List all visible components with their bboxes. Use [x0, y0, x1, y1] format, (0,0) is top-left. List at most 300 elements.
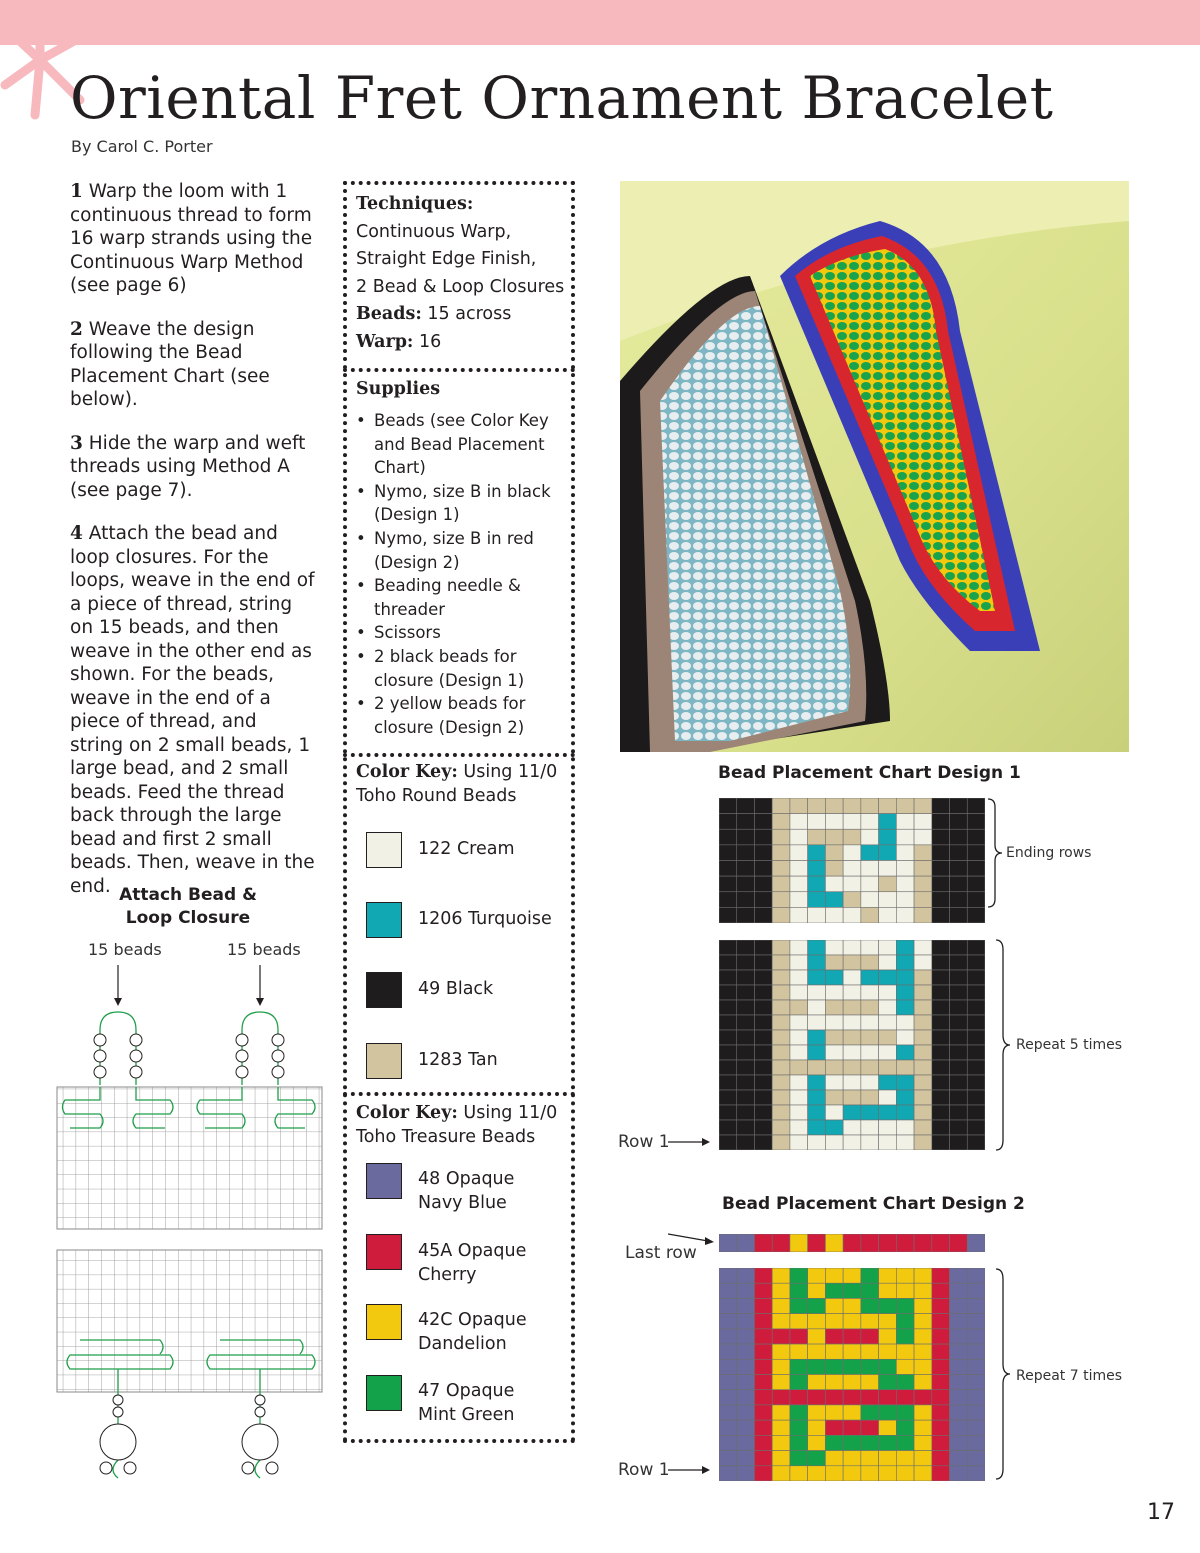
bead-cell: [950, 1000, 968, 1015]
bead-cell: [914, 845, 932, 861]
bead-cell: [737, 1234, 755, 1252]
bead-cell: [950, 1090, 968, 1105]
bead-cell: [825, 892, 843, 908]
bead-cell: [790, 1135, 808, 1150]
bead-cell: [932, 1015, 950, 1030]
bead-cell: [754, 1420, 772, 1435]
header-band: [0, 0, 1200, 45]
bead-cell: [790, 1268, 808, 1283]
bead-cell: [861, 955, 879, 970]
bead-cell: [967, 1359, 985, 1374]
bead-cell: [950, 970, 968, 985]
bead-cell: [772, 1030, 790, 1045]
bead-cell: [914, 1451, 932, 1466]
bead-cell: [896, 1466, 914, 1481]
bead-cell: [737, 1466, 755, 1481]
bead-cell: [861, 1344, 879, 1359]
list-item: • 2 black beads for closure (Design 1): [356, 645, 570, 692]
bead-cell: [967, 829, 985, 845]
bead-cell: [719, 970, 737, 985]
bead-cell: [825, 1045, 843, 1060]
bead-cell: [737, 1359, 755, 1374]
bead-cell: [737, 1390, 755, 1405]
bead-cell: [825, 1405, 843, 1420]
bead-cell: [879, 814, 897, 830]
chart2-repeat-grid: [719, 1268, 985, 1481]
bead-cell: [790, 1000, 808, 1015]
bead-cell: [879, 1030, 897, 1045]
bead-cell: [861, 892, 879, 908]
bead-cell: [772, 1060, 790, 1075]
bead-cell: [808, 892, 826, 908]
bead-cell: [861, 1234, 879, 1252]
bead-cell: [790, 970, 808, 985]
bead-cell: [825, 814, 843, 830]
bead-cell: [967, 940, 985, 955]
bead-cell: [825, 1466, 843, 1481]
bead-cell: [914, 798, 932, 814]
bead-cell: [719, 1045, 737, 1060]
swatch-cherry: [366, 1234, 402, 1270]
bead-cell: [879, 829, 897, 845]
bead-cell: [790, 985, 808, 1000]
bead-cell: [861, 1045, 879, 1060]
bead-cell: [754, 798, 772, 814]
bead-cell: [896, 1314, 914, 1329]
bead-cell: [843, 1329, 861, 1344]
bead-cell: [754, 1435, 772, 1450]
bead-cell: [719, 1268, 737, 1283]
bead-cell: [967, 1075, 985, 1090]
bead-cell: [932, 1298, 950, 1313]
bead-cell: [932, 955, 950, 970]
bead-cell: [772, 829, 790, 845]
bead-cell: [861, 1090, 879, 1105]
bead-cell: [950, 892, 968, 908]
bead-cell: [808, 829, 826, 845]
bead-cell: [790, 1090, 808, 1105]
bead-cell: [914, 1268, 932, 1283]
last-row-label: Last row: [625, 1243, 697, 1263]
bead-cell: [861, 1359, 879, 1374]
bead-cell: [914, 1000, 932, 1015]
bead-cell: [914, 1075, 932, 1090]
bead-cell: [737, 876, 755, 892]
bead-cell: [772, 1435, 790, 1450]
bead-cell: [719, 1329, 737, 1344]
bead-cell: [967, 798, 985, 814]
bead-cell: [896, 1060, 914, 1075]
section-divider: [343, 753, 575, 757]
bead-cell: [754, 1135, 772, 1150]
bead-cell: [754, 1329, 772, 1344]
bead-cell: [896, 1015, 914, 1030]
bead-cell: [737, 970, 755, 985]
bead-cell: [843, 1298, 861, 1313]
bead-cell: [825, 1090, 843, 1105]
bead-cell: [754, 1283, 772, 1298]
bead-cell: [932, 1451, 950, 1466]
bead-cell: [896, 1390, 914, 1405]
bead-cell: [967, 1420, 985, 1435]
bead-cell: [808, 1015, 826, 1030]
bead-cell: [772, 814, 790, 830]
bead-cell: [772, 1298, 790, 1313]
bead-cell: [754, 1314, 772, 1329]
bead-cell: [754, 814, 772, 830]
bead-cell: [737, 1135, 755, 1150]
bead-cell: [879, 1105, 897, 1120]
bead-cell: [879, 1420, 897, 1435]
bead-cell: [967, 955, 985, 970]
bead-cell: [790, 1451, 808, 1466]
bead-cell: [967, 1466, 985, 1481]
list-item: • Nymo, size B in black (Design 1): [356, 480, 570, 527]
bead-cell: [719, 1234, 737, 1252]
bead-cell: [754, 829, 772, 845]
bead-cell: [932, 1105, 950, 1120]
bead-cell: [861, 1451, 879, 1466]
bead-cell: [879, 1000, 897, 1015]
bead-cell: [967, 1120, 985, 1135]
bead-cell: [861, 907, 879, 923]
bead-cell: [950, 1451, 968, 1466]
bead-cell: [790, 1329, 808, 1344]
bead-cell: [861, 1030, 879, 1045]
bead-cell: [754, 1075, 772, 1090]
bead-cell: [932, 1466, 950, 1481]
bead-cell: [843, 1105, 861, 1120]
swatch-black: [366, 972, 402, 1008]
bead-cell: [861, 1375, 879, 1390]
bead-cell: [754, 1268, 772, 1283]
instruction-steps: [70, 180, 315, 918]
bead-cell: [772, 1000, 790, 1015]
bead-cell: [790, 940, 808, 955]
bead-cell: [914, 1329, 932, 1344]
bead-cell: [879, 861, 897, 877]
bead-cell: [754, 845, 772, 861]
bead-cell: [932, 1435, 950, 1450]
bead-cell: [896, 1329, 914, 1344]
bead-cell: [825, 1234, 843, 1252]
bead-cell: [843, 1359, 861, 1374]
supplies-list: [356, 409, 570, 739]
bead-cell: [790, 1030, 808, 1045]
bead-cell: [719, 1283, 737, 1298]
bead-cell: [719, 1435, 737, 1450]
chart1-ending-rows-grid: [719, 798, 985, 923]
bead-cell: [719, 861, 737, 877]
bead-cell: [790, 1283, 808, 1298]
swatch-dandelion: [366, 1304, 402, 1340]
bead-cell: [808, 798, 826, 814]
bead-cell: [896, 1435, 914, 1450]
bead-cell: [808, 861, 826, 877]
bracelet-photo: [620, 181, 1129, 752]
bead-cell: [861, 970, 879, 985]
bead-cell: [861, 1314, 879, 1329]
bead-cell: [967, 1375, 985, 1390]
bead-cell: [754, 1045, 772, 1060]
diagram-label-right: 15 beads: [227, 940, 301, 959]
bead-cell: [825, 985, 843, 1000]
bead-cell: [861, 1015, 879, 1030]
bead-cell: [719, 1298, 737, 1313]
bead-cell: [719, 798, 737, 814]
bead-cell: [772, 1390, 790, 1405]
bead-cell: [719, 907, 737, 923]
bead-cell: [914, 1105, 932, 1120]
bead-cell: [967, 814, 985, 830]
bead-cell: [843, 1120, 861, 1135]
bead-cell: [808, 1390, 826, 1405]
bead-cell: [932, 1090, 950, 1105]
bead-cell: [719, 940, 737, 955]
bead-cell: [967, 907, 985, 923]
bead-cell: [932, 1120, 950, 1135]
bead-cell: [879, 1135, 897, 1150]
bead-cell: [843, 1000, 861, 1015]
section-divider: [343, 1092, 575, 1096]
bead-cell: [737, 1329, 755, 1344]
bead-cell: [896, 955, 914, 970]
bead-cell: [914, 1060, 932, 1075]
bead-cell: [825, 1298, 843, 1313]
bead-cell: [772, 1268, 790, 1283]
bead-cell: [967, 970, 985, 985]
step-3: 3 Hide the warp and weft threads using Method A (see page 7).: [70, 432, 306, 501]
bead-cell: [737, 1000, 755, 1015]
bead-cell: [843, 1135, 861, 1150]
bead-cell: [790, 1075, 808, 1090]
bead-cell: [861, 1466, 879, 1481]
bead-cell: [825, 1375, 843, 1390]
bead-cell: [932, 1359, 950, 1374]
bead-cell: [808, 1234, 826, 1252]
bead-cell: [950, 1234, 968, 1252]
bead-cell: [737, 985, 755, 1000]
swatch-label: 1283 Tan: [418, 1050, 498, 1070]
bead-cell: [950, 1359, 968, 1374]
bead-cell: [932, 798, 950, 814]
bead-cell: [950, 1283, 968, 1298]
bead-cell: [914, 814, 932, 830]
bead-cell: [932, 861, 950, 877]
swatch-mint-green: [366, 1375, 402, 1411]
bead-cell: [967, 892, 985, 908]
bead-cell: [879, 1060, 897, 1075]
section-divider: [343, 368, 575, 372]
bead-cell: [790, 1466, 808, 1481]
bead-cell: [896, 1283, 914, 1298]
bead-cell: [790, 1420, 808, 1435]
repeat5-label: Repeat 5 times: [1016, 1037, 1123, 1053]
byline: By Carol C. Porter: [71, 137, 213, 156]
swatch-label: 49 Black: [418, 979, 494, 999]
bead-cell: [914, 940, 932, 955]
bead-cell: [967, 1344, 985, 1359]
bead-cell: [950, 861, 968, 877]
bead-cell: [843, 1390, 861, 1405]
bead-cell: [772, 1015, 790, 1030]
bead-cell: [914, 1030, 932, 1045]
bead-cell: [914, 985, 932, 1000]
bead-cell: [825, 955, 843, 970]
bead-cell: [843, 1435, 861, 1450]
bead-cell: [790, 1045, 808, 1060]
bead-cell: [808, 1030, 826, 1045]
bead-cell: [896, 1120, 914, 1135]
bead-cell: [950, 1075, 968, 1090]
bead-cell: [772, 1135, 790, 1150]
bead-cell: [772, 1314, 790, 1329]
bead-cell: [772, 798, 790, 814]
bead-cell: [825, 1435, 843, 1450]
bead-cell: [861, 876, 879, 892]
bead-cell: [719, 1135, 737, 1150]
bead-cell: [737, 1060, 755, 1075]
bead-cell: [896, 861, 914, 877]
bead-cell: [932, 1344, 950, 1359]
bead-cell: [843, 845, 861, 861]
bead-cell: [808, 1045, 826, 1060]
bead-cell: [719, 845, 737, 861]
row1-label: Row 1: [618, 1132, 670, 1152]
bead-cell: [950, 1105, 968, 1120]
bead-cell: [754, 892, 772, 908]
bead-cell: [808, 1090, 826, 1105]
bead-cell: [950, 1314, 968, 1329]
bead-cell: [914, 876, 932, 892]
bead-cell: [737, 861, 755, 877]
bead-cell: [772, 955, 790, 970]
bead-cell: [737, 1314, 755, 1329]
bead-cell: [754, 1390, 772, 1405]
bead-cell: [896, 1359, 914, 1374]
bead-cell: [879, 1120, 897, 1135]
bead-cell: [967, 1314, 985, 1329]
bead-cell: [914, 1405, 932, 1420]
list-item: • Scissors: [356, 621, 570, 645]
bead-cell: [967, 1060, 985, 1075]
bead-cell: [719, 829, 737, 845]
bead-cell: [772, 876, 790, 892]
bead-cell: [932, 845, 950, 861]
bead-cell: [879, 798, 897, 814]
bead-cell: [754, 1298, 772, 1313]
bead-cell: [896, 1234, 914, 1252]
bead-cell: [825, 1120, 843, 1135]
bead-cell: [932, 1405, 950, 1420]
bead-cell: [967, 1268, 985, 1283]
bead-cell: [932, 1268, 950, 1283]
brace-icon: [994, 938, 1014, 1152]
bead-cell: [950, 940, 968, 955]
bead-cell: [790, 1314, 808, 1329]
bead-cell: [808, 1405, 826, 1420]
list-item: • Beads (see Color Key and Bead Placement Chart): [356, 409, 570, 480]
bead-cell: [790, 1105, 808, 1120]
bead-cell: [950, 1060, 968, 1075]
bead-cell: [825, 1000, 843, 1015]
bead-cell: [719, 1420, 737, 1435]
bead-cell: [950, 1268, 968, 1283]
bead-cell: [808, 1314, 826, 1329]
bead-cell: [950, 829, 968, 845]
bead-cell: [950, 1466, 968, 1481]
bead-cell: [737, 1090, 755, 1105]
bead-cell: [772, 1405, 790, 1420]
bead-cell: [754, 1060, 772, 1075]
bead-cell: [772, 1451, 790, 1466]
bead-cell: [861, 985, 879, 1000]
bead-cell: [825, 970, 843, 985]
bead-cell: [754, 940, 772, 955]
bead-cell: [896, 1420, 914, 1435]
bead-cell: [825, 1105, 843, 1120]
bead-cell: [754, 970, 772, 985]
bead-cell: [861, 814, 879, 830]
bead-cell: [737, 829, 755, 845]
bead-cell: [719, 1344, 737, 1359]
bead-cell: [861, 1000, 879, 1015]
bead-cell: [790, 1405, 808, 1420]
bead-cell: [879, 1298, 897, 1313]
bead-cell: [737, 1420, 755, 1435]
page-number: 17: [1147, 1500, 1175, 1525]
color-key-2-heading: Color Key: Using 11/0 Toho Treasure Beads: [356, 1103, 558, 1147]
bead-cell: [950, 876, 968, 892]
bead-cell: [896, 1135, 914, 1150]
bead-cell: [914, 1314, 932, 1329]
bead-cell: [896, 1105, 914, 1120]
techniques-section: Techniques: Continuous Warp, Straight Edge Finish, 2 Bead & Loop Closures Beads: 15 across Warp: 16: [356, 194, 565, 352]
bead-cell: [737, 907, 755, 923]
chart2-last-row-grid: [719, 1234, 985, 1252]
bead-cell: [843, 1234, 861, 1252]
repeat7-label: Repeat 7 times: [1016, 1368, 1123, 1384]
bead-cell: [914, 1344, 932, 1359]
bead-cell: [737, 1283, 755, 1298]
bead-cell: [967, 985, 985, 1000]
bead-cell: [879, 940, 897, 955]
bead-cell: [737, 1451, 755, 1466]
bead-cell: [808, 1135, 826, 1150]
bead-cell: [950, 1045, 968, 1060]
step-4: 4 Attach the bead and loop closures. For the loops, weave in the end of a piece of thread, string on 15 beads, and then weave in the other end as shown. For the beads, weave in the end of a piece of thread, and string on 2 small beads, 1 large bead, and 2 small beads. Feed the thread back through the large bead and first 2 small beads. Then, weave in the end.: [70, 523, 315, 897]
bead-cell: [843, 1375, 861, 1390]
bead-cell: [790, 814, 808, 830]
bead-cell: [772, 1420, 790, 1435]
swatch-label: 47 Opaque Mint Green: [418, 1381, 515, 1425]
bead-cell: [896, 1451, 914, 1466]
bead-cell: [754, 861, 772, 877]
bead-cell: [879, 1344, 897, 1359]
bead-cell: [896, 1298, 914, 1313]
bead-cell: [808, 1329, 826, 1344]
bead-cell: [843, 814, 861, 830]
bead-cell: [754, 955, 772, 970]
bead-cell: [772, 1344, 790, 1359]
bead-cell: [896, 876, 914, 892]
bead-cell: [932, 907, 950, 923]
step-1: 1 Warp the loom with 1 continuous thread to form 16 warp strands using the Continuous Warp Method (see page 6): [70, 181, 313, 296]
list-item: • Nymo, size B in red (Design 2): [356, 527, 570, 574]
bead-cell: [861, 1329, 879, 1344]
bead-cell: [719, 1120, 737, 1135]
bead-cell: [737, 940, 755, 955]
